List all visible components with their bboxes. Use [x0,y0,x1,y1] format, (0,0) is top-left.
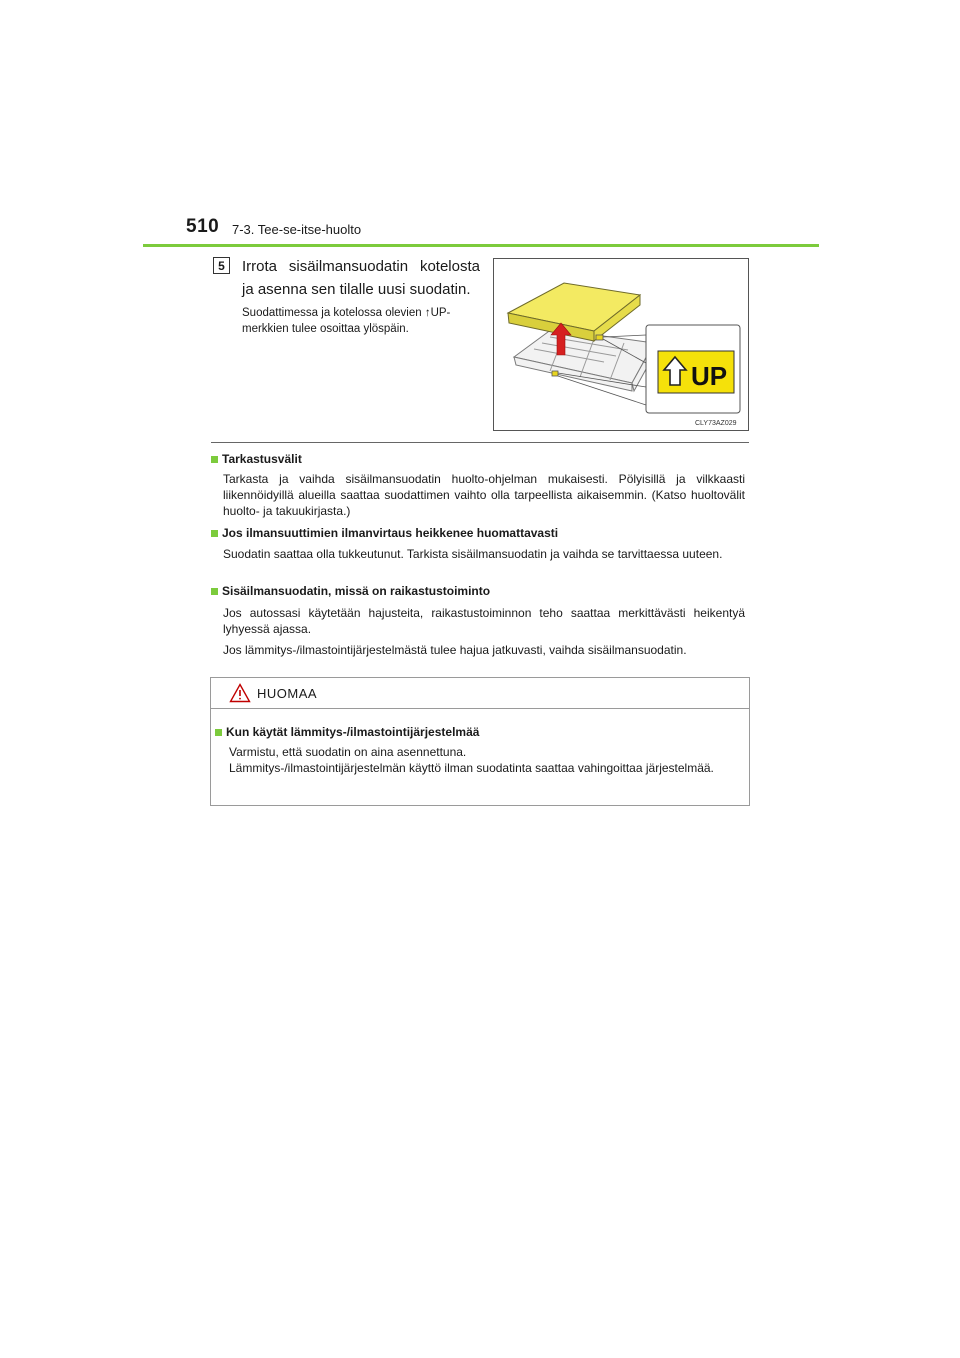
info-heading-airflow: Jos ilmansuuttimien ilmanvirtaus heikkenee huomattavasti [211,526,558,540]
info-paragraph: Jos lämmitys-/ilmastointijärjestelmästä tulee hajua jatkuvasti, vaihda sisäilmansuodatin. [223,643,687,657]
page-number: 510 [186,216,220,237]
up-label: UP [691,361,728,391]
up-mark-filter [596,335,603,340]
bullet-square-icon [211,530,218,537]
bullet-square-icon [215,729,222,736]
info-paragraph: Tarkasta ja vaihda sisäilmansuodatin huolto-ohjelman mukaisesti. Pölyisillä ja vilkkaasti liikennöidyillä alueilla saattaa suodattimen vaihto olla tarpeellista aikaisemmin. (Katso huoltovälit huolto- ja takuukirjasta.) [223,472,745,518]
bullet-square-icon [211,588,218,595]
info-paragraph: Suodatin saattaa olla tukkeutunut. Tarkista sisäilmansuodatin ja vaihda se tarvittaessa uuteen. [223,547,723,561]
figure-code: CLY73AZ029 [695,420,737,427]
notice-heading: Kun käytät lämmitys-/ilmastointijärjestelmää [215,725,479,739]
cabin-filter-illustration [493,258,749,431]
filter-element [508,283,640,341]
step-note: Suodattimessa ja kotelossa olevien ↑UP-merkkien tulee osoittaa ylöspäin. [242,307,451,335]
step-number-badge: 5 [213,257,230,274]
notice-header [211,678,749,709]
info-paragraph: Jos autossasi käytetään hajusteita, raikastustoiminnon teho saattaa merkittävästi heikentyä lyhyessä ajassa. [223,606,745,636]
notice-line: Lämmitys-/ilmastointijärjestelmän käyttö ilman suodatinta saattaa vahingoittaa järjestelmää. [229,761,714,775]
section-title: 7-3. Tee-se-itse-huolto [232,222,362,237]
info-heading-inspection-intervals: Tarkastusvälit [211,452,302,466]
header-rule [143,244,819,247]
notice-line: Varmistu, että suodatin on aina asennettuna. [229,745,467,759]
section-separator [211,442,749,443]
up-mark-housing [552,371,558,376]
warning-triangle-icon [229,683,251,703]
bullet-square-icon [211,456,218,463]
notice-box [210,677,750,806]
notice-title: HUOMAA [257,686,318,701]
info-heading-freshener: Sisäilmansuodatin, missä on raikastustoiminto [211,584,490,598]
step-title: Irrota sisäilmansuodatin kotelosta ja asenna sen tilalle uusi suodatin. [242,258,480,298]
